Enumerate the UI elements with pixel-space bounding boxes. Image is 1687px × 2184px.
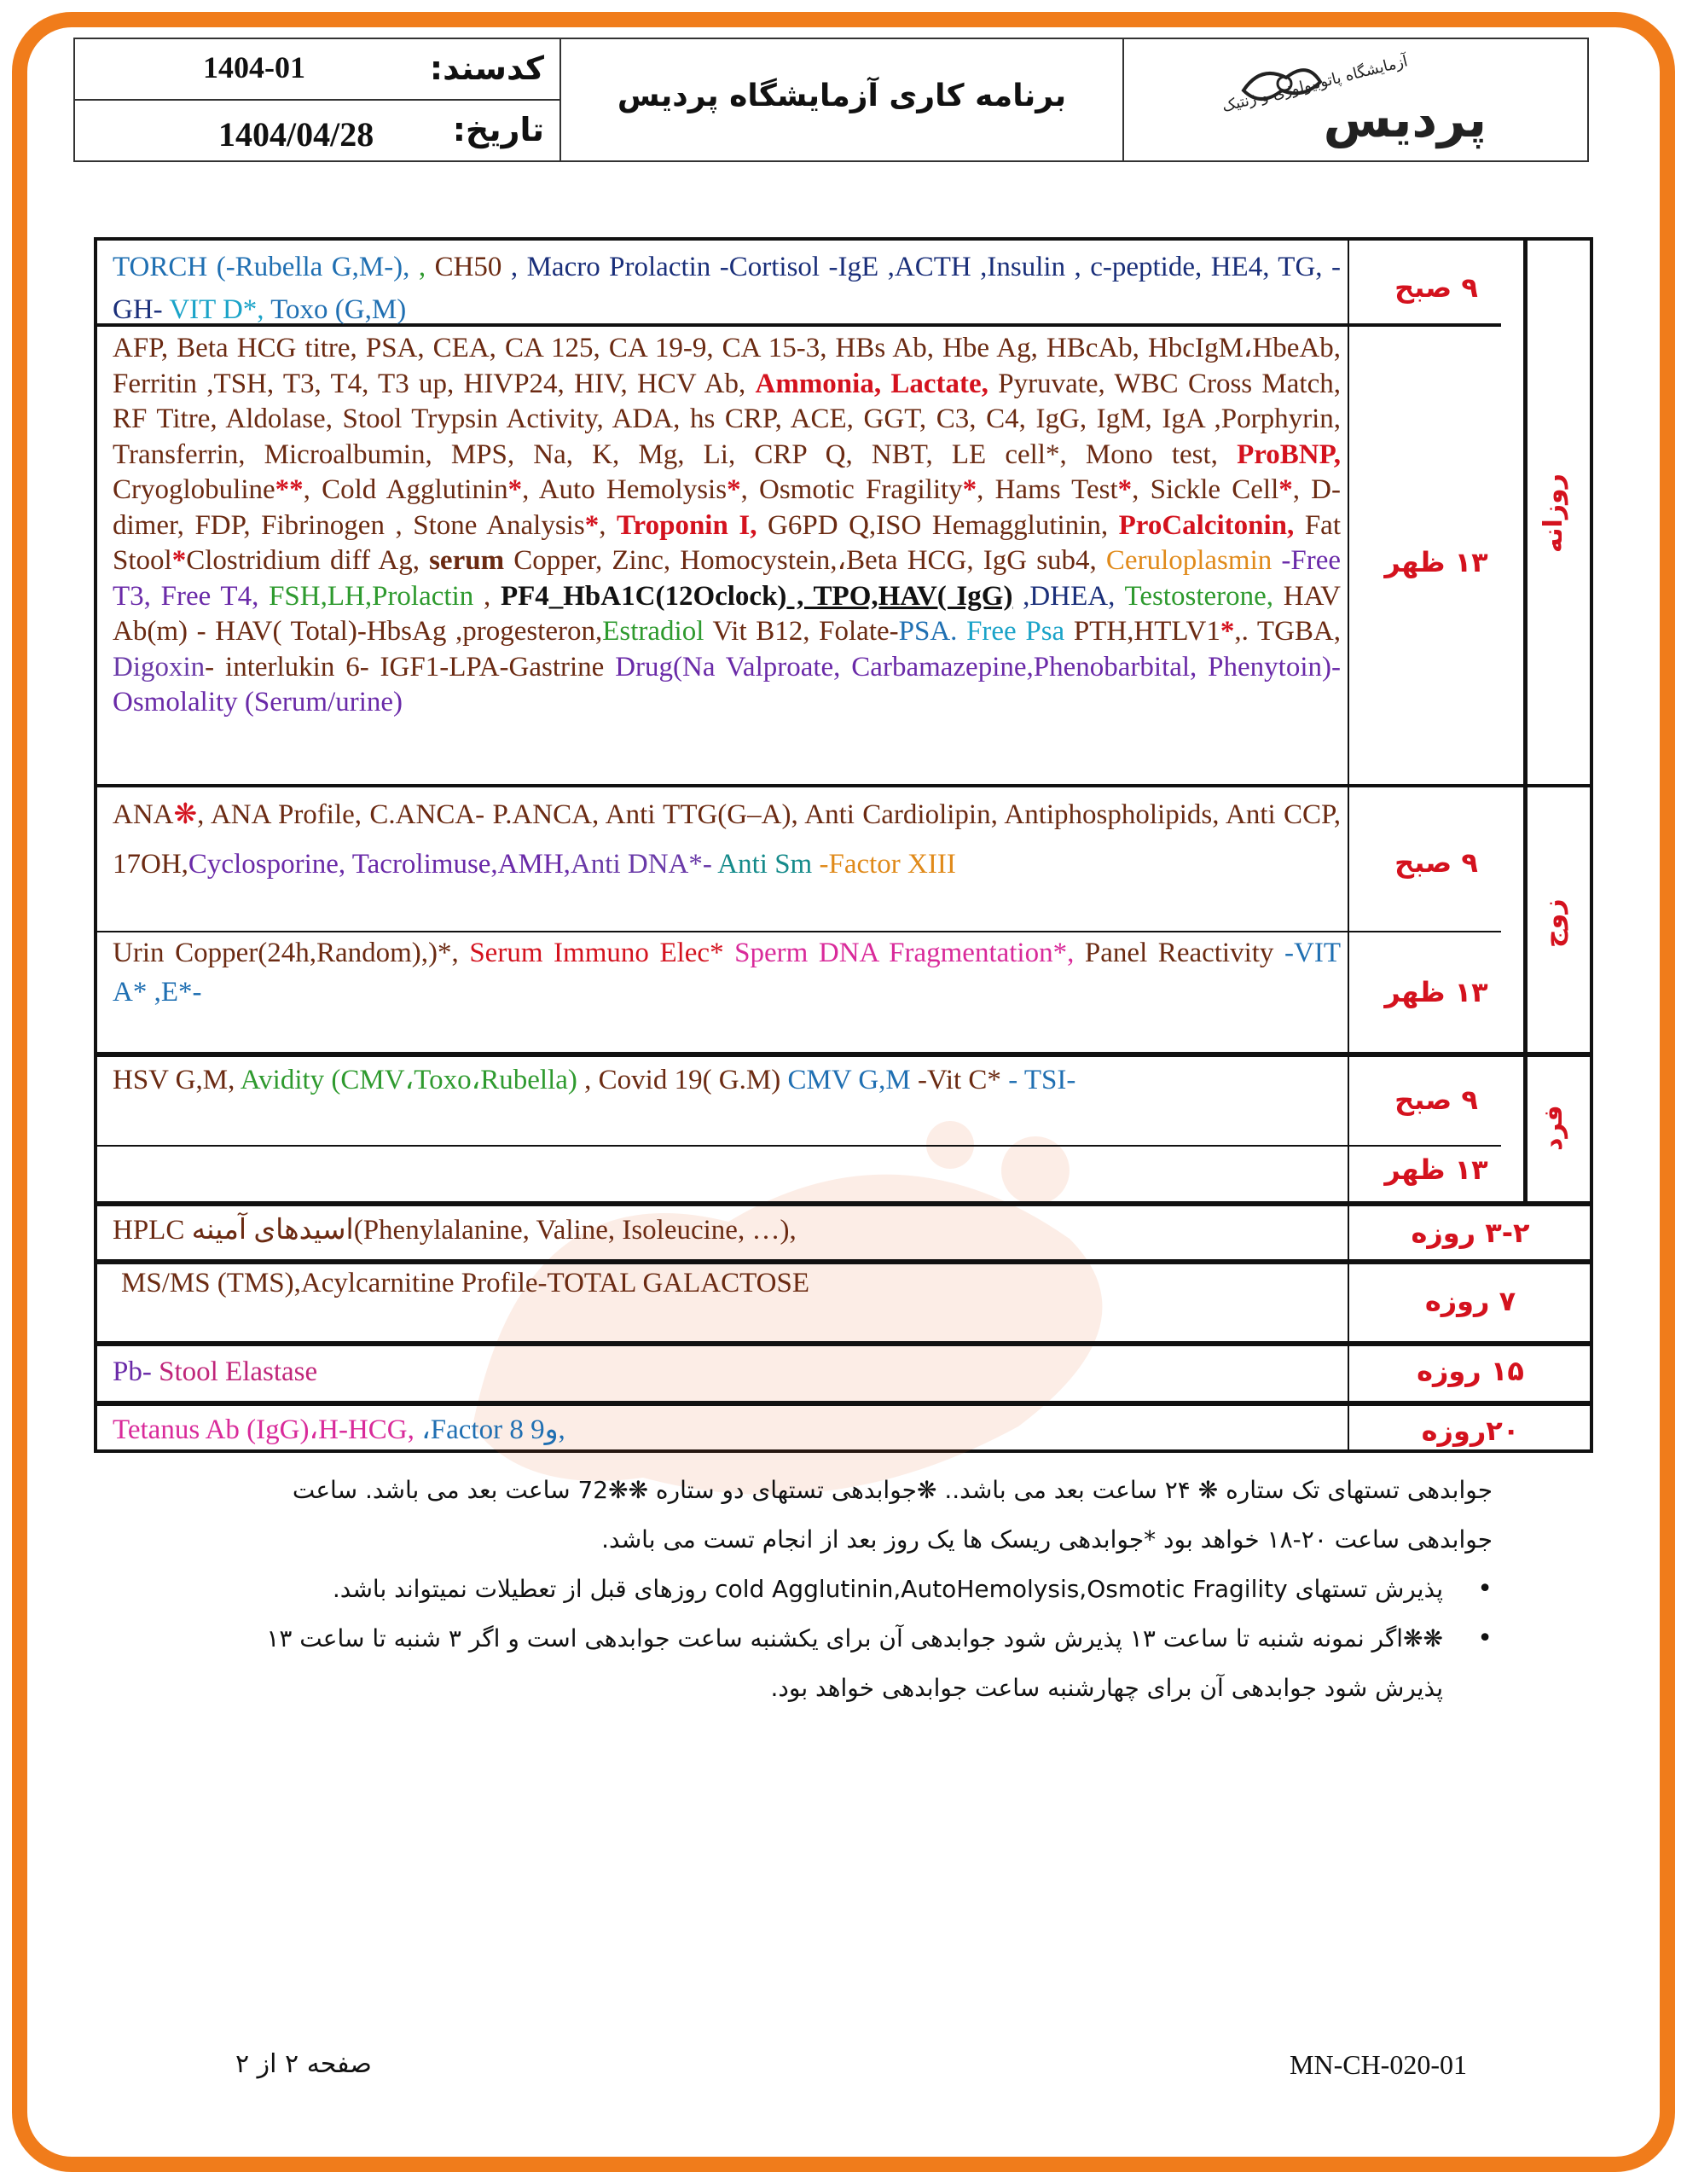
test-segment: VIT D*, — [169, 294, 271, 325]
test-segment: , Covid 19( G.M) — [577, 1065, 788, 1095]
test-segment: PTH,HTLV1 — [1064, 616, 1220, 647]
test-segment: Stool Elastase — [159, 1356, 318, 1387]
test-segment: Cryoglobuline — [113, 474, 275, 505]
row-divider — [97, 1259, 1590, 1264]
time-daily-morning: ۹ صبح — [1394, 271, 1478, 304]
test-segment: Sperm DNA Fragmentation*, — [734, 938, 1085, 968]
test-segment: Estradiol — [602, 616, 704, 647]
doc-code-value: 1404-01 — [203, 50, 305, 84]
test-segment: - interlukin 6- IGF1-LPA-Gastrine — [205, 651, 616, 682]
logo-subtitle: آزمایشگاه پاتوبیولوژی و ژنتیک — [1220, 52, 1410, 116]
test-segment: * — [507, 474, 523, 505]
test-segment: Tetanus Ab (IgG)،H-HCG, — [113, 1414, 422, 1445]
test-segment: HPLC اسیدهای آمینه(Phenylalanine, Valine, Isoleucine, …), — [113, 1215, 797, 1246]
note-bullet-saturday: • ❋❋اگر نمونه شنبه تا ساعت ۱۳ پذیرش شود جوابدهی آن برای یکشنبه ساعت جوابدهی است و اگر ۳ شنبه تا ساعت ۱۳ پذیرش شود جوابدهی آن برای چهارشنبه ساعت جوابدهی خواهد بود. — [205, 1614, 1493, 1713]
test-segment: PF4_HbA1C(12Oclock) — [500, 580, 787, 612]
test-segment: , D-dimer, FDP, Fibrinogen , Stone Analysis — [113, 474, 1341, 541]
row-even-morning — [113, 790, 1341, 889]
row-days-20 — [113, 1413, 1341, 1448]
test-segment: Urin Copper(24h,Random),)*, — [113, 938, 470, 968]
doc-code-label: کدسند: — [429, 49, 544, 87]
time-days-7: ۷ روزه — [1424, 1285, 1516, 1317]
test-segment: Vit B12, Folate- — [704, 616, 899, 647]
test-segment: , Auto Hemolysis — [522, 474, 728, 505]
test-segment: -Vit C* — [918, 1065, 1009, 1095]
header-meta — [75, 39, 561, 160]
test-segment: HSV G,M, — [113, 1065, 241, 1095]
test-segment: CH50 — [434, 252, 511, 282]
test-segment: Ceruloplasmin — [1105, 545, 1272, 576]
row-divider — [97, 784, 1590, 787]
test-segment: Ammonia, Lactate, — [755, 368, 988, 399]
time-days-20: ۲۰روزه — [1421, 1414, 1520, 1447]
test-segment: ،Factor 8 و9, — [421, 1414, 565, 1445]
test-segment: , Sickle Cell — [1132, 474, 1279, 505]
time-even-morning: ۹ صبح — [1394, 846, 1478, 879]
test-segment: Anti Sm — [717, 849, 820, 880]
date-value: 1404/04/28 — [218, 115, 374, 154]
test-segment: Toxo (G,M) — [270, 294, 407, 325]
test-segment: * — [171, 545, 187, 576]
row-divider — [97, 1401, 1590, 1406]
notes-section — [205, 1466, 1493, 1713]
test-segment: , — [418, 252, 435, 282]
row-days-2-3 — [113, 1213, 1341, 1248]
test-segment: MS/MS (TMS),Acylcarnitine Profile-TOTAL GALACTOSE — [121, 1268, 810, 1298]
note-bullet-holidays: • پذیرش تستهای cold Agglutinin,AutoHemolysis,Osmotic Fragility روزهای قبل از تعطیلات نمیتواند باشد. — [205, 1565, 1493, 1614]
doc-code-row — [75, 39, 559, 101]
test-segment: * — [1117, 474, 1133, 505]
test-segment: Free Psa — [957, 616, 1065, 647]
test-segment: ANA — [113, 799, 174, 830]
document-header — [73, 38, 1589, 162]
column-divider — [1348, 241, 1349, 1449]
test-segment: Serum Immuno Elec* — [469, 938, 735, 968]
test-segment: * — [1220, 616, 1235, 647]
test-segment: -Free T3, Free T4, — [113, 545, 1341, 612]
row-daily-noon — [113, 331, 1341, 721]
test-segment: FSH,LH,Prolactin — [269, 580, 474, 612]
time-daily-noon: ۱۳ ظهر — [1384, 546, 1488, 578]
test-segment: Anti DNA*- — [570, 849, 718, 880]
test-segment: Cyclosporine, Tacrolimuse,AMH, — [188, 849, 571, 880]
test-segment: , Macro Prolactin -Cortisol -IgE ,ACTH ,Insulin , c-peptide, HE4, TG, -GH- — [113, 252, 1341, 325]
test-segment: Fat Stool — [113, 509, 1341, 576]
test-segment: PSA. — [898, 616, 958, 647]
note-response-times: جوابدهی تستهای تک ستاره ❋ ۲۴ ساعت بعد می باشد.. ❋جوابدهی تستهای دو ستاره ❋❋72 ساعت بعد می باشد. ساعت جوابدهی ساعت ۲۰-۱۸ خواهد بود *جوابدهی ریسک ها یک روز بعد از انجام تست می باشد. — [292, 1476, 1493, 1554]
page-title: برنامه کاری آزمایشگاه پردیس — [617, 78, 1067, 113]
group-even-label: زوج — [1539, 898, 1568, 948]
form-code: MN-CH-020-01 — [1290, 2049, 1467, 2080]
test-segment: CMV G,M — [787, 1065, 918, 1095]
test-segment: ❋ — [173, 799, 198, 830]
row-days-7 — [121, 1266, 1341, 1301]
test-segment: serum — [429, 545, 505, 576]
date-row — [75, 101, 559, 162]
time-days-2-3: ۳-۲ روزه — [1411, 1217, 1530, 1249]
time-odd-noon: ۱۳ ظهر — [1384, 1153, 1488, 1186]
test-segment: Digoxin — [113, 651, 206, 682]
test-segment: , Cold Agglutinin — [303, 474, 508, 505]
row-days-15 — [113, 1355, 1341, 1390]
time-odd-morning: ۹ صبح — [1394, 1083, 1478, 1116]
test-segment: -VIT A* ,E*- — [113, 938, 1341, 1008]
group-odd-label: فرد — [1539, 1105, 1568, 1151]
group-column-divider — [1523, 241, 1528, 1201]
test-segment: Panel Reactivity — [1084, 938, 1285, 968]
test-segment: ,DHEA, — [1012, 580, 1125, 612]
page-number: صفحه ۲ از ۲ — [235, 2049, 372, 2079]
test-segment: HAV Ab(m) - HAV( Total)-HbsAg ,progesteron, — [113, 580, 1342, 647]
time-even-noon: ۱۳ ظهر — [1384, 976, 1488, 1008]
test-segment: Copper, Zinc, Homocystein,،Beta HCG, IgG sub4, — [504, 545, 1106, 576]
row-even-noon — [113, 933, 1341, 1012]
row-divider — [97, 1052, 1590, 1057]
test-segment: * — [727, 474, 741, 505]
test-segment: -Factor XIII — [819, 849, 956, 880]
row-divider — [97, 1145, 1501, 1147]
test-segment: * — [1278, 474, 1293, 505]
row-divider — [97, 1341, 1590, 1346]
test-segment: - TSI- — [1008, 1065, 1076, 1095]
test-segment: * — [584, 509, 600, 541]
test-segment: , TPO,HAV( IgG) — [786, 580, 1013, 612]
row-divider — [97, 931, 1501, 932]
test-segment: ** — [275, 474, 304, 505]
test-segment: ProCalcitonin, — [1118, 509, 1295, 541]
test-segment: , Osmotic Fragility — [740, 474, 963, 505]
test-segment: Drug(Na Valproate, Carbamazepine,Phenobarbital, Phenytoin)-Osmolality (Serum/urine) — [113, 651, 1341, 717]
test-segment: Pyruvate, WBC Cross Match, RF Titre, Aldolase, Stool Trypsin Activity, ADA, hs CRP, ACE, GGT, C3, C4, IgG, IgM, IgA ,Porphyrin, Transferrin, Microalbumin, MPS, Na, K, Mg, Li, CRP Q, NBT, LE cell*, Mono test, — [113, 368, 1341, 470]
test-segment: Pb- — [113, 1356, 159, 1387]
test-segment: * — [962, 474, 977, 505]
header-title-cell — [561, 39, 1124, 160]
row-odd-morning — [113, 1063, 1341, 1098]
test-segment: ProBNP, — [1237, 439, 1341, 470]
test-segment: Avidity (CMV،Toxo،Rubella) — [240, 1065, 577, 1095]
time-days-15: ۱۵ روزه — [1417, 1355, 1524, 1387]
test-segment: ,. TGBA, — [1234, 616, 1341, 647]
test-segment: TORCH (-Rubella G,M-), — [113, 252, 419, 282]
test-segment: , — [599, 509, 617, 541]
test-segment: , — [473, 580, 501, 612]
test-segment: AFP, Beta HCG titre, PSA, CEA, CA 125, CA 19-9, CA 15-3, HBs Ab, Hbe Ag, HBcAb, HbcIgM،HbeAb, Ferritin ,TSH, T3, T4, T3 up, HIVP24, HIV, HCV Ab, — [113, 333, 1341, 399]
test-segment: Clostridium diff Ag, — [186, 545, 430, 576]
header-logo-cell — [1124, 39, 1589, 160]
test-segment: Testosterone, — [1124, 580, 1274, 612]
date-label: تاریخ: — [452, 111, 544, 148]
group-daily-label: روزانه — [1539, 473, 1568, 554]
row-divider — [97, 1201, 1590, 1206]
logo-wordmark: پردیس — [1323, 90, 1487, 148]
row-daily-morning — [113, 246, 1341, 331]
test-segment: , Hams Test — [977, 474, 1118, 505]
test-segment: G6PD Q,ISO Hemagglutinin, — [757, 509, 1119, 541]
schedule-table — [94, 237, 1593, 1453]
test-segment: Troponin I, — [616, 509, 757, 541]
test-segment: , ANA Profile, C.ANCA- P.ANCA, Anti TTG(G–A), Anti Cardiolipin, Antiphospholipids, Anti CCP, 17OH, — [113, 799, 1341, 880]
